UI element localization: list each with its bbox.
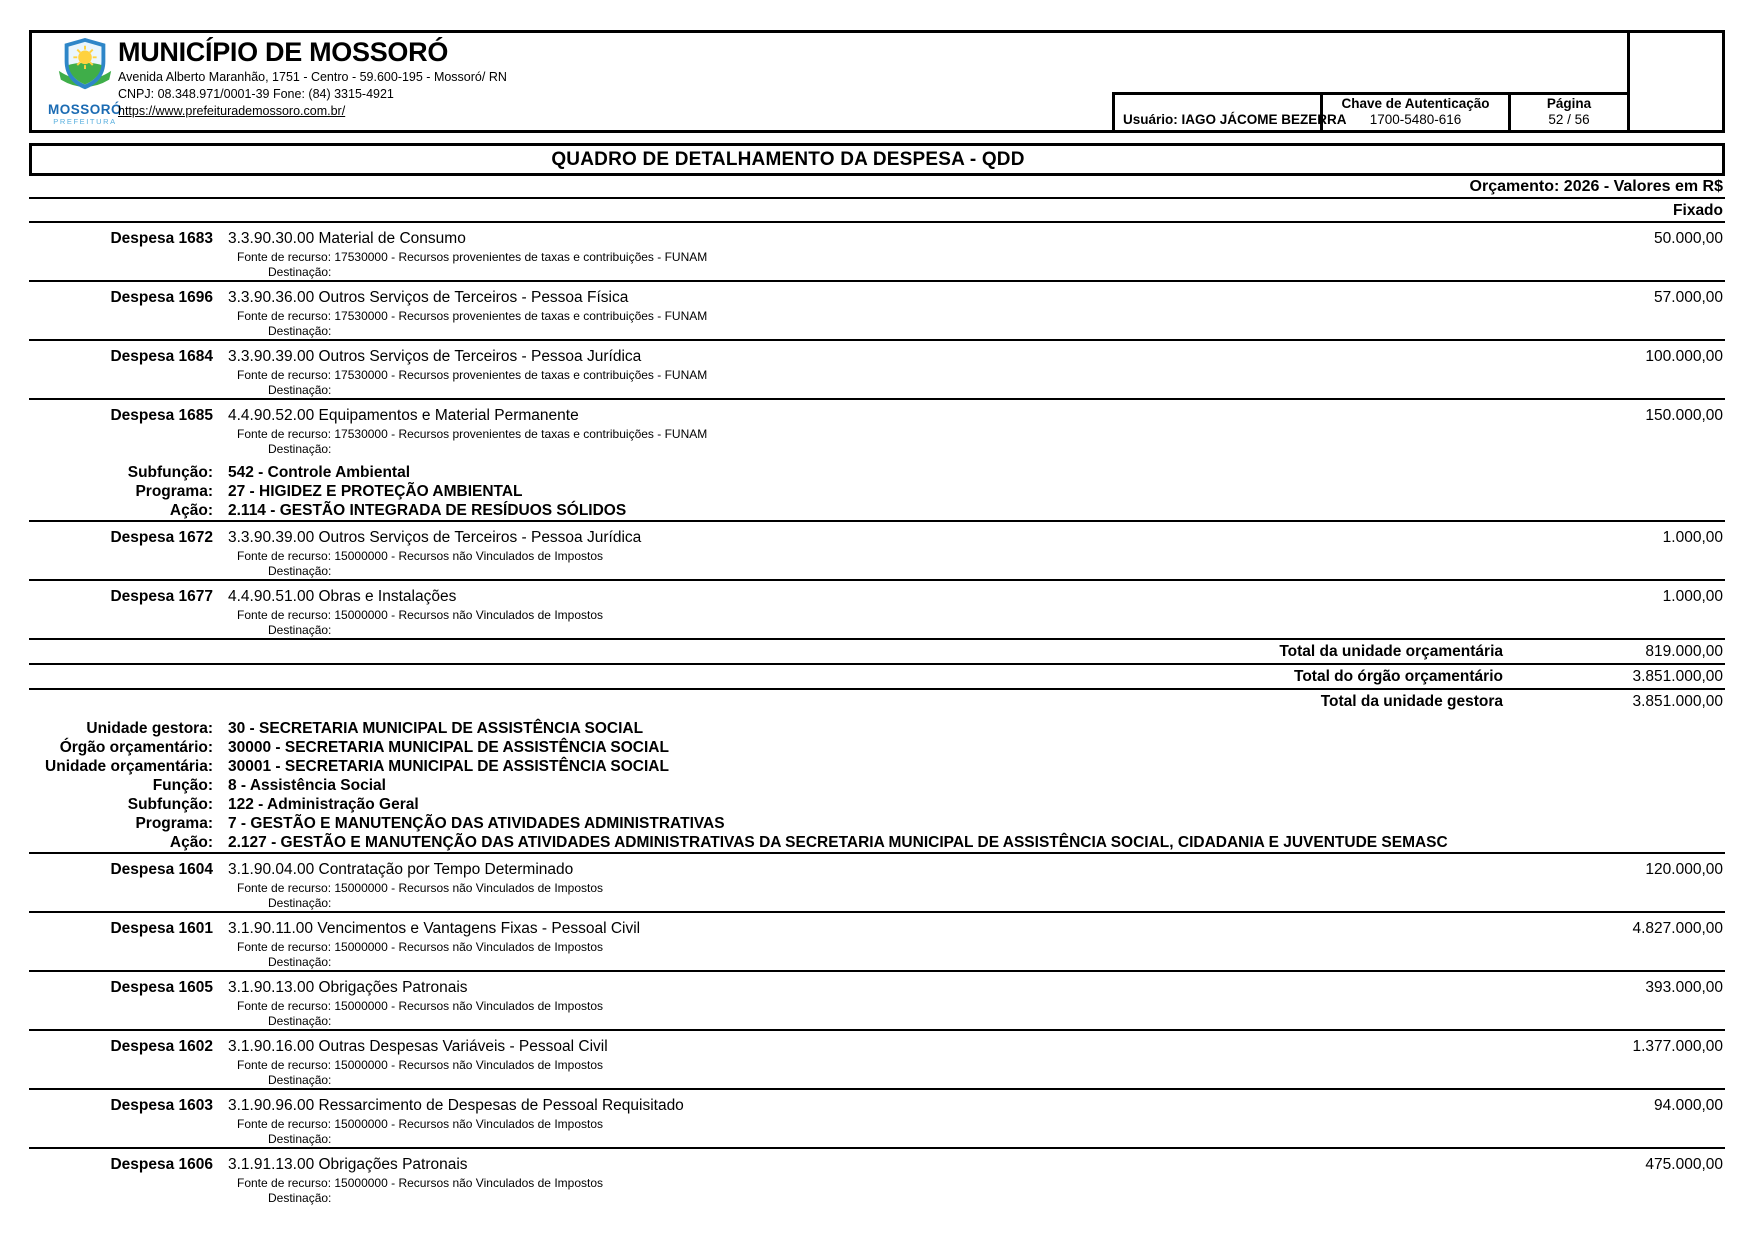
context-label: Função: — [152, 777, 213, 794]
auth-key-cell — [1323, 95, 1511, 130]
expense-destination: Destinação: — [268, 442, 332, 456]
expense-funding-source: Fonte de recurso: 15000000 - Recursos não Vinculados de Impostos — [237, 1176, 603, 1190]
expense-id: Despesa 1605 — [110, 979, 213, 996]
expense-amount: 393.000,00 — [1645, 979, 1723, 996]
context-value: 8 - Assistência Social — [228, 777, 386, 794]
expense-destination: Destinação: — [268, 1132, 332, 1146]
expense-funding-source: Fonte de recurso: 15000000 - Recursos não Vinculados de Impostos — [237, 608, 603, 622]
expense-funding-source: Fonte de recurso: 17530000 - Recursos provenientes de taxas e contribuições - FUNAM — [237, 427, 708, 441]
context-row — [29, 757, 1725, 776]
expense-destination: Destinação: — [268, 896, 332, 910]
total-amount: 819.000,00 — [1645, 643, 1723, 660]
expense-row — [29, 398, 1725, 457]
context-row — [29, 738, 1725, 757]
auth-key-value: 1700-5480-616 — [1369, 112, 1462, 127]
website-link[interactable]: https://www.prefeiturademossoro.com.br/ — [118, 104, 346, 118]
expense-row — [29, 520, 1725, 579]
expense-description: 3.3.90.30.00 Material de Consumo — [228, 230, 466, 247]
auth-key-label: Chave de Autenticação — [1341, 96, 1490, 111]
expense-funding-source: Fonte de recurso: 15000000 - Recursos não Vinculados de Impostos — [237, 881, 603, 895]
budget-year-note: Orçamento: 2026 - Valores em R$ — [29, 176, 1725, 199]
context-label: Programa: — [135, 815, 213, 832]
total-row — [29, 688, 1725, 713]
municipality-name: MUNICÍPIO DE MOSSORÓ — [118, 37, 449, 67]
user-cell: Usuário: IAGO JÁCOME BEZERRA — [1115, 95, 1323, 130]
organization-info — [118, 36, 507, 119]
expense-row — [29, 1029, 1725, 1088]
logo-subtitle: PREFEITURA — [53, 116, 117, 126]
expense-description: 3.1.90.96.00 Ressarcimento de Despesas de Pessoal Requisitado — [228, 1097, 684, 1114]
amount-column-header: Fixado — [1673, 202, 1723, 219]
context-value: 27 - HIGIDEZ E PROTEÇÃO AMBIENTAL — [228, 483, 523, 500]
context-value: 7 - GESTÃO E MANUTENÇÃO DAS ATIVIDADES ADMINISTRATIVAS — [228, 815, 725, 832]
expense-amount: 4.827.000,00 — [1632, 920, 1723, 937]
expense-row — [29, 852, 1725, 911]
expense-amount: 94.000,00 — [1654, 1097, 1723, 1114]
expense-id: Despesa 1685 — [110, 407, 213, 424]
context-value: 30001 - SECRETARIA MUNICIPAL DE ASSISTÊNCIA SOCIAL — [228, 758, 669, 775]
expense-id: Despesa 1602 — [110, 1038, 213, 1055]
expense-id: Despesa 1696 — [110, 289, 213, 306]
total-amount: 3.851.000,00 — [1632, 693, 1723, 710]
context-value: 542 - Controle Ambiental — [228, 464, 411, 481]
page-label: Página — [1546, 96, 1592, 111]
expense-id: Despesa 1677 — [110, 588, 213, 605]
context-value: 122 - Administração Geral — [228, 796, 419, 813]
report-rows — [29, 221, 1725, 1206]
expense-amount: 100.000,00 — [1645, 348, 1723, 365]
expense-description: 3.3.90.39.00 Outros Serviços de Terceiros - Pessoa Jurídica — [228, 348, 642, 365]
context-row — [29, 719, 1725, 738]
expense-description: 3.1.90.13.00 Obrigações Patronais — [228, 979, 468, 996]
expense-description: 4.4.90.51.00 Obras e Instalações — [228, 588, 457, 605]
expense-funding-source: Fonte de recurso: 15000000 - Recursos não Vinculados de Impostos — [237, 1117, 603, 1131]
expense-row — [29, 221, 1725, 280]
expense-funding-source: Fonte de recurso: 15000000 - Recursos não Vinculados de Impostos — [237, 1058, 603, 1072]
logo-wordmark: MOSSORÓ — [47, 102, 122, 117]
context-row — [29, 833, 1725, 852]
context-label: Subfunção: — [127, 464, 213, 481]
context-label: Unidade orçamentária: — [45, 758, 213, 775]
context-row — [29, 776, 1725, 795]
cnpj-phone-line: CNPJ: 08.348.971/0001-39 Fone: (84) 3315-4921 — [118, 87, 394, 101]
expense-id: Despesa 1684 — [110, 348, 213, 365]
address-line: Avenida Alberto Maranhão, 1751 - Centro - 59.600-195 - Mossoró/ RN — [118, 70, 507, 84]
expense-description: 3.3.90.39.00 Outros Serviços de Terceiros - Pessoa Jurídica — [228, 529, 642, 546]
report-body — [29, 176, 1725, 1206]
page-value: 52 / 56 — [1548, 112, 1590, 127]
expense-destination: Destinação: — [268, 955, 332, 969]
expense-amount: 475.000,00 — [1645, 1156, 1723, 1173]
expense-funding-source: Fonte de recurso: 15000000 - Recursos não Vinculados de Impostos — [237, 549, 603, 563]
context-row — [29, 814, 1725, 833]
expense-row — [29, 970, 1725, 1029]
context-value: 2.114 - GESTÃO INTEGRADA DE RESÍDUOS SÓLIDOS — [228, 502, 627, 519]
header-corner-divider — [1627, 33, 1630, 130]
expense-description: 4.4.90.52.00 Equipamentos e Material Permanente — [228, 407, 579, 424]
context-row — [29, 482, 1725, 501]
context-label: Unidade gestora: — [86, 720, 213, 737]
expense-amount: 1.377.000,00 — [1632, 1038, 1723, 1055]
expense-destination: Destinação: — [268, 1014, 332, 1028]
total-amount: 3.851.000,00 — [1632, 668, 1723, 685]
total-label: Total da unidade gestora — [1320, 693, 1503, 710]
total-row — [29, 663, 1725, 688]
context-label: Órgão orçamentário: — [59, 739, 213, 756]
expense-id: Despesa 1683 — [110, 230, 213, 247]
expense-id: Despesa 1601 — [110, 920, 213, 937]
context-label: Programa: — [135, 483, 213, 500]
total-label: Total da unidade orçamentária — [1279, 643, 1503, 660]
expense-description: 3.1.90.04.00 Contratação por Tempo Determinado — [228, 861, 574, 878]
expense-id: Despesa 1604 — [110, 861, 213, 878]
expense-description: 3.3.90.36.00 Outros Serviços de Terceiros - Pessoa Física — [228, 289, 629, 306]
context-label: Ação: — [169, 834, 213, 851]
context-value: 2.127 - GESTÃO E MANUTENÇÃO DAS ATIVIDADES ADMINISTRATIVAS DA SECRETARIA MUNICIPAL DE ASSISTÊNCIA SOCIAL, CIDADANIA E JUVENTUDE SEMASC — [228, 834, 1448, 851]
page-number-cell — [1511, 95, 1627, 130]
expense-destination: Destinação: — [268, 1073, 332, 1087]
expense-row — [29, 1147, 1725, 1206]
expense-row — [29, 1088, 1725, 1147]
expense-id: Despesa 1603 — [110, 1097, 213, 1114]
context-label: Subfunção: — [127, 796, 213, 813]
expense-amount: 57.000,00 — [1654, 289, 1723, 306]
expense-row — [29, 339, 1725, 398]
expense-description: 3.1.91.13.00 Obrigações Patronais — [228, 1156, 468, 1173]
expense-amount: 1.000,00 — [1662, 529, 1723, 546]
context-row — [29, 463, 1725, 482]
context-value: 30 - SECRETARIA MUNICIPAL DE ASSISTÊNCIA SOCIAL — [228, 720, 644, 737]
credentials-table — [1112, 92, 1627, 130]
context-value: 30000 - SECRETARIA MUNICIPAL DE ASSISTÊNCIA SOCIAL — [228, 739, 669, 756]
expense-id: Despesa 1606 — [110, 1156, 213, 1173]
expense-amount: 120.000,00 — [1645, 861, 1723, 878]
expense-destination: Destinação: — [268, 1191, 332, 1205]
expense-funding-source: Fonte de recurso: 17530000 - Recursos provenientes de taxas e contribuições - FUNAM — [237, 250, 708, 264]
expense-destination: Destinação: — [268, 324, 332, 338]
expense-row — [29, 280, 1725, 339]
total-label: Total do órgão orçamentário — [1294, 668, 1503, 685]
expense-amount: 1.000,00 — [1662, 588, 1723, 605]
municipality-logo — [40, 36, 130, 125]
expense-row — [29, 579, 1725, 638]
expense-amount: 150.000,00 — [1645, 407, 1723, 424]
expense-destination: Destinação: — [268, 383, 332, 397]
context-label: Ação: — [169, 502, 213, 519]
expense-description: 3.1.90.16.00 Outras Despesas Variáveis - Pessoal Civil — [228, 1038, 608, 1055]
expense-funding-source: Fonte de recurso: 15000000 - Recursos não Vinculados de Impostos — [237, 999, 603, 1013]
expense-funding-source: Fonte de recurso: 15000000 - Recursos não Vinculados de Impostos — [237, 940, 603, 954]
expense-id: Despesa 1672 — [110, 529, 213, 546]
total-row — [29, 638, 1725, 663]
expense-destination: Destinação: — [268, 564, 332, 578]
context-row — [29, 795, 1725, 814]
expense-description: 3.1.90.11.00 Vencimentos e Vantagens Fixas - Pessoal Civil — [228, 920, 641, 937]
expense-row — [29, 911, 1725, 970]
mossoro-crest-icon — [56, 36, 114, 98]
letterhead — [29, 30, 1725, 133]
report-title: QUADRO DE DETALHAMENTO DA DESPESA - QDD — [29, 143, 1725, 176]
expense-funding-source: Fonte de recurso: 17530000 - Recursos provenientes de taxas e contribuições - FUNAM — [237, 309, 708, 323]
expense-destination: Destinação: — [268, 623, 332, 637]
expense-amount: 50.000,00 — [1654, 230, 1723, 247]
expense-funding-source: Fonte de recurso: 17530000 - Recursos provenientes de taxas e contribuições - FUNAM — [237, 368, 708, 382]
expense-destination: Destinação: — [268, 265, 332, 279]
context-row — [29, 501, 1725, 520]
